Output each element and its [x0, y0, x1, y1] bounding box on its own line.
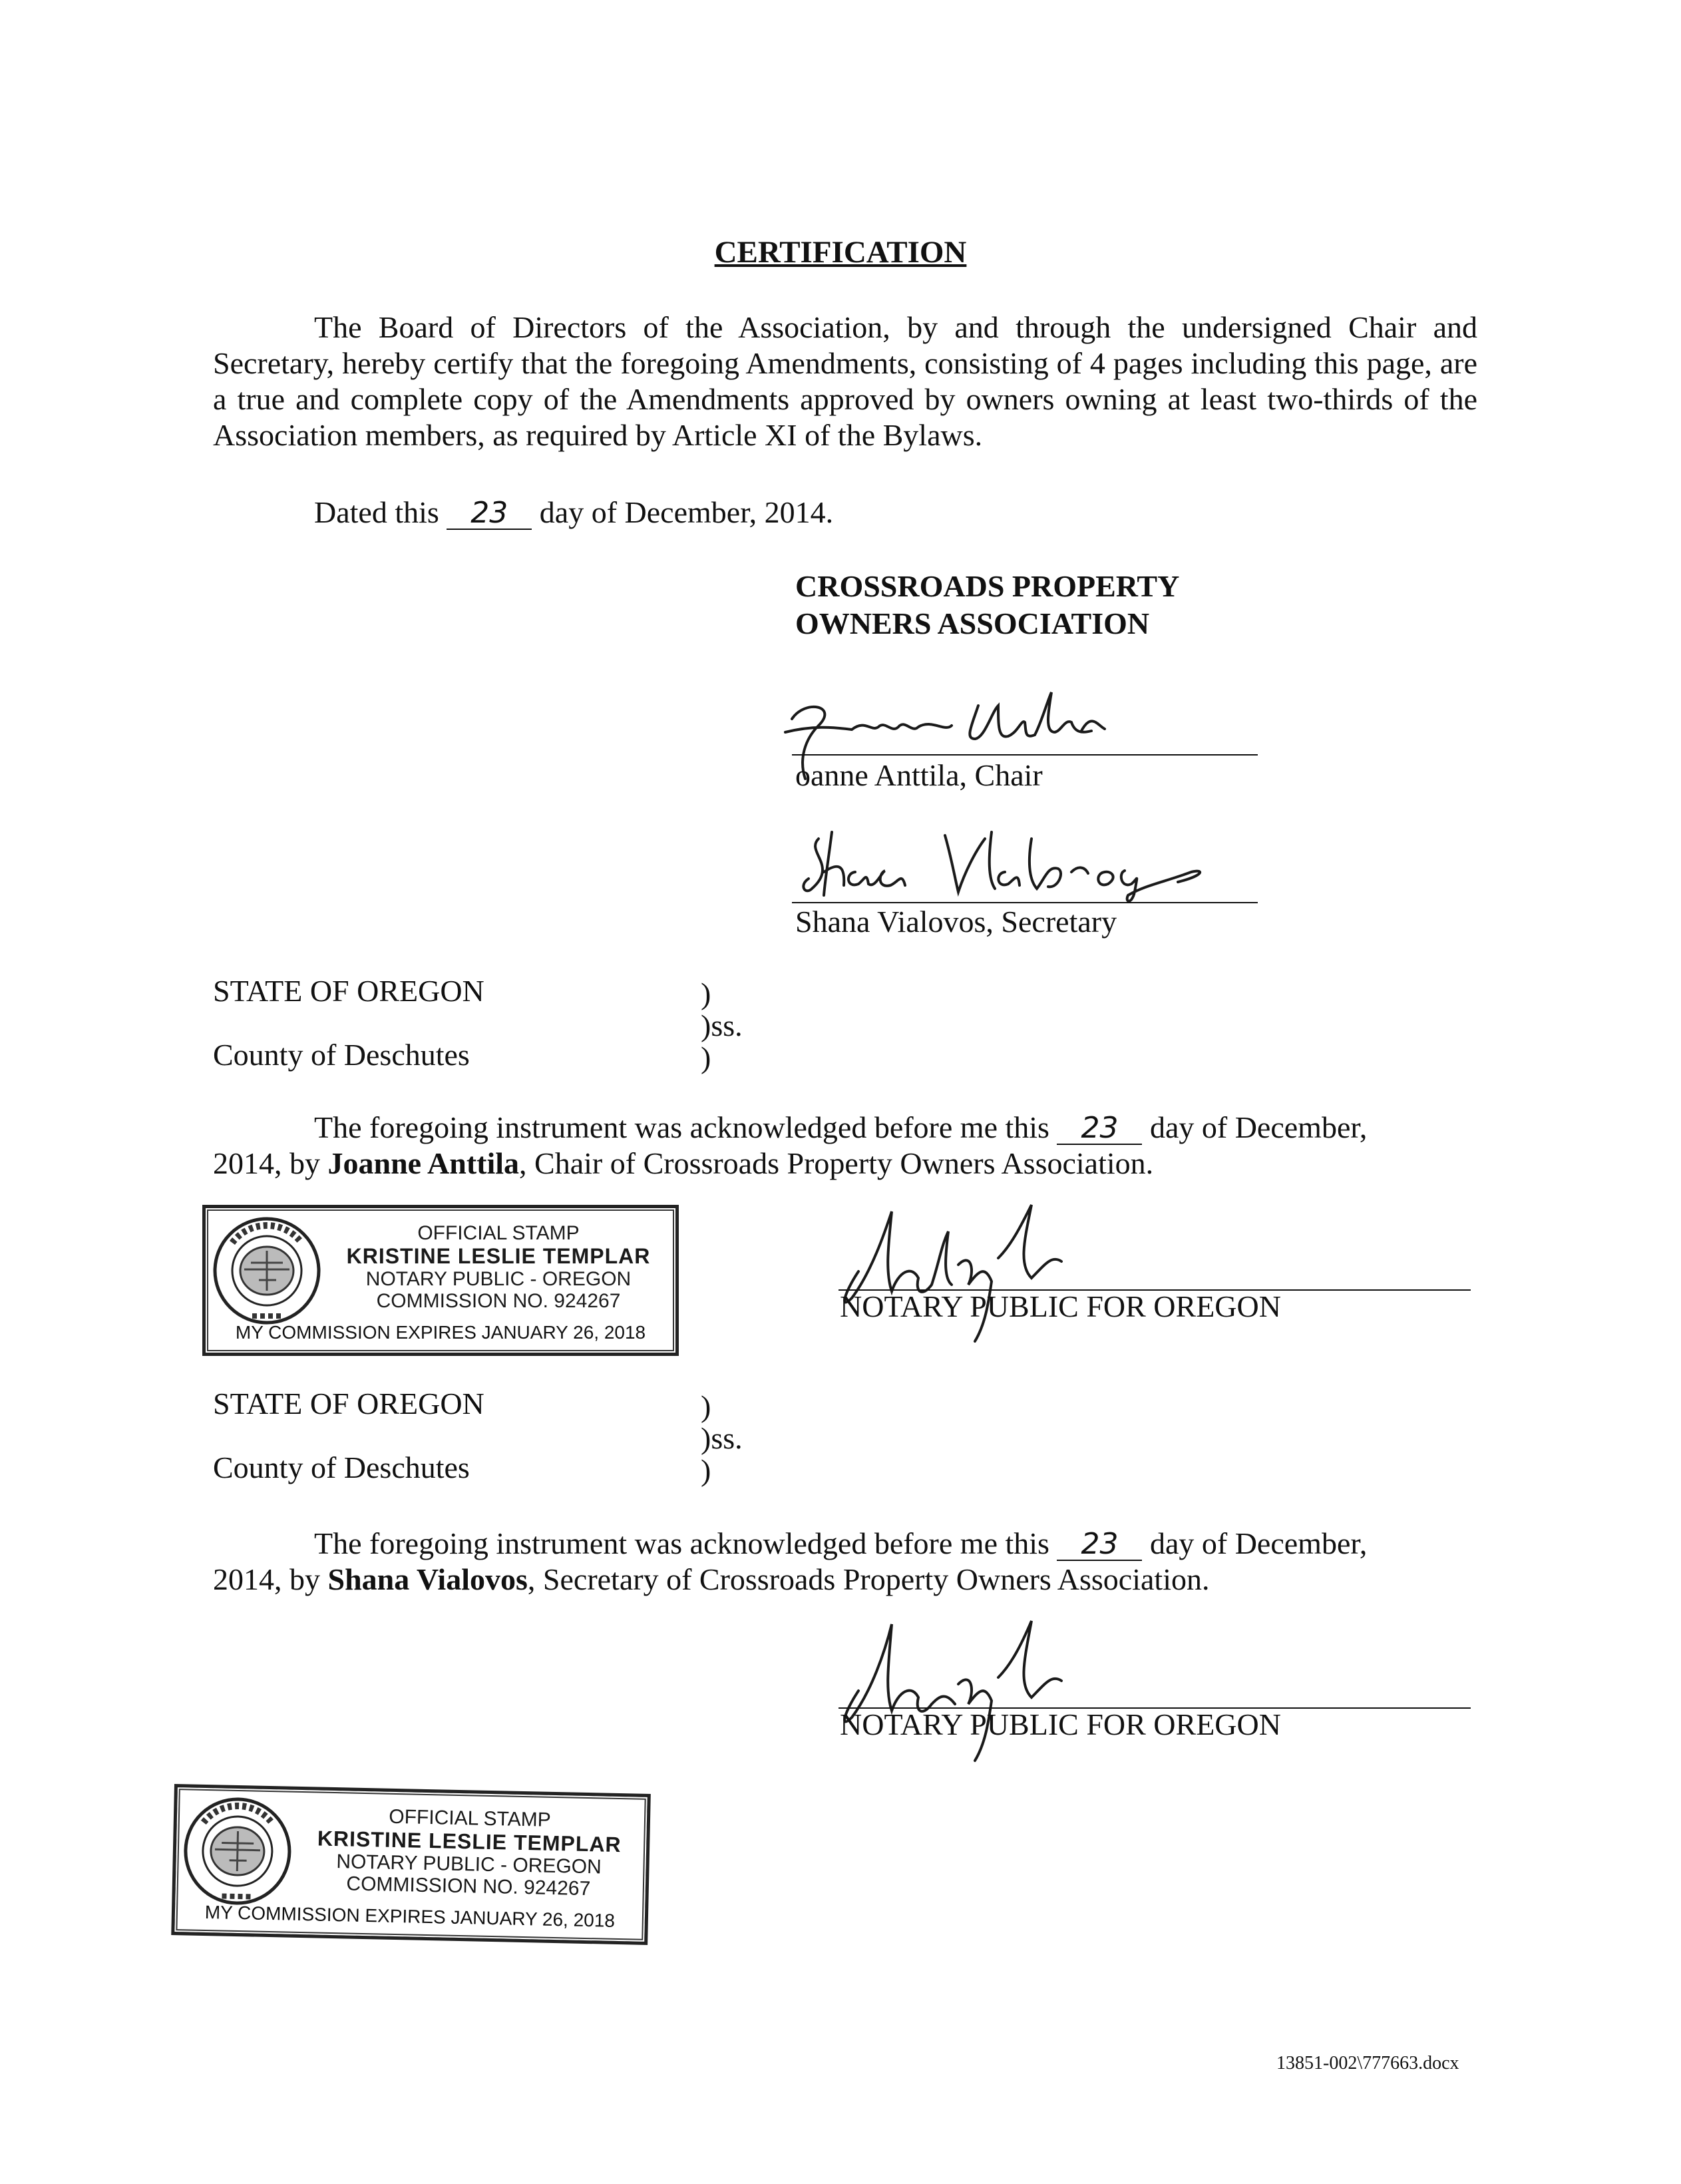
- notary1-paren-ss: )ss.: [701, 1008, 743, 1042]
- notary2-ack-line1: [314, 1526, 1367, 1562]
- notary2-ack-suffix: day of December,: [1149, 1526, 1368, 1560]
- notary1-ack-suffix: day of December,: [1149, 1110, 1368, 1144]
- dated-prefix: Dated this: [314, 495, 439, 529]
- notary2-county: County of Deschutes: [213, 1450, 470, 1484]
- notary2-state: STATE OF OREGON: [213, 1387, 484, 1420]
- notary2-ack-day-handwritten: 23: [1057, 1529, 1142, 1561]
- notary1-state: STATE OF OREGON: [213, 974, 484, 1008]
- notary2-paren-bottom: ): [701, 1453, 711, 1487]
- notary2-paren-ss: )ss.: [701, 1421, 743, 1455]
- notary1-line2-prefix: 2014, by: [213, 1146, 320, 1180]
- notary2-label: NOTARY PUBLIC FOR OREGON: [840, 1707, 1281, 1741]
- notary1-paren-bottom: ): [701, 1040, 711, 1074]
- notary1-ack-prefix: The foregoing instrument was acknowledged before me this: [314, 1110, 1049, 1144]
- notary1-ack-day-handwritten: 23: [1057, 1113, 1142, 1145]
- secretary-signature-line: [792, 902, 1258, 903]
- organization-name-line1: CROSSROADS PROPERTY: [795, 569, 1180, 603]
- notary1-signer-name: Joanne Anttila: [327, 1146, 520, 1180]
- page-title: CERTIFICATION: [714, 235, 967, 270]
- stamp2-role: NOTARY PUBLIC - OREGON: [336, 1851, 602, 1878]
- notary1-paren-top: ): [701, 977, 711, 1010]
- secretary-signature: [792, 825, 1218, 912]
- oregon-seal-icon: [182, 1795, 293, 1907]
- stamp2-name: KRISTINE LESLIE TEMPLAR: [317, 1826, 622, 1857]
- notary1-ack-line1: [314, 1110, 1367, 1146]
- notary1-label: NOTARY PUBLIC FOR OREGON: [840, 1289, 1281, 1323]
- notary2-signer-name: Shana Vialovos: [327, 1562, 528, 1596]
- secretary-name-title: Shana Vialovos, Secretary: [795, 905, 1117, 939]
- certification-paragraph: The Board of Directors of the Association, by and through the undersigned Chair and Secretary, hereby certify that the foregoing Amendments, consisting of 4 pages including this page, are a true and complete copy of the Amendments approved by owners owning at least two-thirds of the Association members, as required by Article XI of the Bylaws.: [213, 310, 1477, 452]
- document-footer-id: 13851-002\777663.docx: [1276, 2053, 1459, 2074]
- notary1-county: County of Deschutes: [213, 1038, 470, 1072]
- notary1-ack-line2: [213, 1146, 1153, 1182]
- notary2-ack-line2: [213, 1562, 1209, 1598]
- dated-suffix: day of December, 2014.: [539, 495, 834, 529]
- oregon-seal-icon: [212, 1216, 322, 1326]
- organization-name-line2: OWNERS ASSOCIATION: [795, 606, 1150, 640]
- stamp1-commission: COMMISSION NO. 924267: [376, 1290, 621, 1312]
- notary2-ack-prefix: The foregoing instrument was acknowledged before me this: [314, 1526, 1049, 1560]
- stamp1-role: NOTARY PUBLIC - OREGON: [365, 1268, 632, 1290]
- stamp2-commission: COMMISSION NO. 924267: [346, 1872, 591, 1900]
- chair-signature-line: [792, 754, 1258, 756]
- stamp2-expires: MY COMMISSION EXPIRES JANUARY 26, 2018: [204, 1902, 616, 1931]
- notary-stamp-2: [171, 1784, 651, 1945]
- chair-name-title: oanne Anttila, Chair: [795, 758, 1043, 792]
- notary2-paren-top: ): [701, 1389, 711, 1423]
- notary2-line2-prefix: 2014, by: [213, 1562, 320, 1596]
- notary2-line2-suffix: , Secretary of Crossroads Property Owners Association.: [527, 1562, 1210, 1596]
- stamp1-name: KRISTINE LESLIE TEMPLAR: [346, 1244, 651, 1268]
- stamp1-heading: OFFICIAL STAMP: [417, 1222, 580, 1244]
- dated-day-handwritten: 23: [447, 498, 532, 530]
- dated-line: [314, 495, 833, 531]
- stamp1-expires: MY COMMISSION EXPIRES JANUARY 26, 2018: [235, 1322, 646, 1343]
- notary-stamp-1: [202, 1205, 679, 1356]
- stamp2-heading: OFFICIAL STAMP: [389, 1805, 552, 1831]
- notary1-line2-suffix: , Chair of Crossroads Property Owners Association.: [519, 1146, 1154, 1180]
